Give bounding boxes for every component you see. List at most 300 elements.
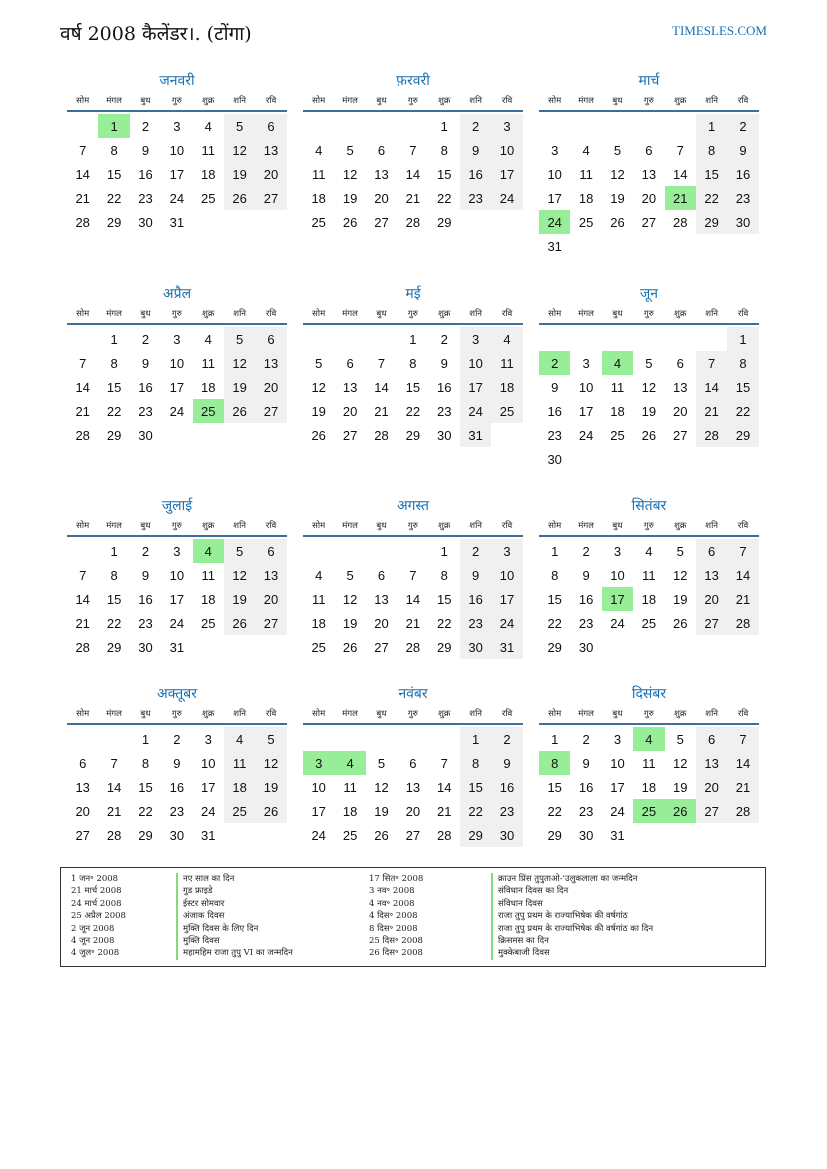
holiday-name: राजा तुपु प्रथम के राज्याभिषेक की वर्षगांठ — [491, 910, 653, 922]
day-cell: 27 — [696, 611, 727, 635]
day-cell: 31 — [201, 827, 216, 843]
day-cell: 27 — [255, 399, 286, 423]
weekday-label: मंगल — [106, 521, 122, 531]
weekday-label: मंगल — [106, 709, 122, 719]
day-cell: 3 — [173, 118, 181, 134]
day-cell: 26 — [610, 214, 625, 230]
day-grid — [67, 114, 287, 234]
day-cell: 4 — [491, 327, 522, 351]
day-cell: 8 — [696, 138, 727, 162]
day-cell: 3 — [460, 327, 491, 351]
day-cell: 1 — [696, 114, 727, 138]
weekday-label: सोम — [548, 309, 562, 319]
holiday-day: 25 — [193, 399, 224, 423]
weekday-label: बुध — [376, 309, 387, 319]
day-cell: 2 — [582, 731, 590, 747]
weekday-label: शनि — [469, 709, 482, 719]
day-cell: 26 — [224, 186, 255, 210]
weekday-label: बुध — [376, 96, 387, 106]
holiday-day: 4 — [602, 351, 633, 375]
weekday-label: शुक्र — [438, 96, 451, 106]
day-grid — [303, 327, 523, 447]
day-cell: 9 — [141, 355, 150, 371]
day-cell: 4 — [224, 727, 255, 751]
day-cell: 26 — [673, 615, 688, 631]
day-cell: 4 — [315, 142, 323, 158]
day-cell: 12 — [374, 779, 389, 795]
day-cell: 24 — [201, 803, 216, 819]
day-cell: 29 — [696, 210, 727, 234]
month-block — [67, 70, 287, 234]
weekday-label: सोम — [312, 709, 326, 719]
day-cell: 15 — [405, 379, 421, 395]
day-cell: 6 — [79, 755, 87, 771]
day-cell: 28 — [673, 214, 688, 230]
day-cell: 23 — [169, 803, 185, 819]
day-cell: 1 — [440, 543, 448, 559]
day-cell: 20 — [641, 190, 657, 206]
day-cell: 22 — [106, 615, 122, 631]
day-cell: 8 — [440, 142, 448, 158]
day-cell: 2 — [582, 543, 590, 559]
weekday-label: शनि — [233, 309, 246, 319]
holiday-day: 4 — [633, 727, 664, 751]
day-cell: 9 — [727, 138, 758, 162]
day-cell: 29 — [547, 827, 562, 843]
day-cell: 4 — [582, 142, 590, 158]
month-name: मई — [405, 286, 421, 302]
day-cell: 12 — [342, 166, 358, 182]
day-cell: 1 — [141, 731, 150, 747]
day-cell: 7 — [727, 727, 758, 751]
day-cell: 10 — [610, 567, 625, 583]
day-cell: 15 — [106, 379, 122, 395]
day-cell: 9 — [551, 379, 559, 395]
holiday-date: 4 जून 2008 — [71, 935, 115, 946]
holiday-name: राजा तुपु प्रथम के राज्याभिषेक की वर्षगांठ का दिन — [491, 923, 653, 935]
day-cell: 27 — [374, 214, 389, 230]
day-cell: 14 — [437, 779, 452, 795]
holiday-day: 4 — [193, 539, 224, 563]
day-cell: 22 — [437, 190, 452, 206]
day-cell: 9 — [491, 751, 522, 775]
day-cell: 9 — [460, 138, 491, 162]
weekday-label: शुक्र — [674, 309, 687, 319]
day-cell: 7 — [79, 142, 87, 158]
day-cell: 26 — [374, 827, 389, 843]
day-cell: 2 — [141, 331, 150, 347]
day-cell: 4 — [204, 331, 212, 347]
empty-cell — [633, 114, 664, 138]
day-cell: 3 — [173, 543, 181, 559]
holiday-date: 1 जन॰ 2008 — [71, 874, 119, 884]
weekday-label: बुध — [612, 709, 623, 719]
holiday-name: क्रिसमस का दिन — [491, 935, 653, 947]
weekday-label: रवि — [737, 309, 749, 319]
day-cell: 16 — [491, 775, 522, 799]
weekday-label: गुरु — [407, 709, 418, 719]
day-cell: 15 — [437, 166, 452, 182]
day-cell: 15 — [696, 162, 727, 186]
day-cell: 31 — [169, 214, 185, 230]
day-cell: 22 — [106, 190, 122, 206]
holiday-date: 4 दिस॰ 2008 — [369, 911, 418, 922]
day-cell: 17 — [311, 803, 326, 819]
day-cell: 31 — [491, 635, 522, 659]
day-cell: 25 — [201, 615, 216, 631]
day-cell: 14 — [374, 379, 389, 395]
day-cell: 26 — [311, 427, 326, 443]
empty-cell — [67, 327, 98, 351]
weekday-label: बुध — [612, 309, 623, 319]
empty-cell — [303, 114, 334, 138]
holiday-dates-right — [369, 873, 423, 960]
day-cell: 18 — [201, 591, 216, 607]
empty-cell — [397, 114, 428, 138]
day-cell: 26 — [342, 639, 358, 655]
weekday-label: सोम — [76, 521, 90, 531]
day-cell: 15 — [727, 375, 758, 399]
month-block — [303, 283, 523, 447]
empty-cell — [366, 114, 397, 138]
day-cell: 17 — [578, 403, 594, 419]
day-cell: 27 — [255, 611, 286, 635]
empty-cell — [539, 327, 570, 351]
weekday-label: शुक्र — [674, 521, 687, 531]
weekday-label: सोम — [312, 309, 326, 319]
weekday-label: बुध — [140, 96, 151, 106]
holiday-date: 4 जुल॰ 2008 — [71, 948, 120, 959]
day-cell: 18 — [641, 591, 657, 607]
day-cell: 6 — [346, 355, 354, 371]
weekday-label: बुध — [612, 96, 623, 106]
day-cell: 8 — [110, 355, 118, 371]
holiday-day: 4 — [334, 751, 365, 775]
day-cell: 20 — [374, 615, 389, 631]
day-cell: 31 — [460, 423, 491, 447]
weekday-header — [303, 92, 523, 112]
holiday-name: ईस्टर सोमवार — [176, 898, 293, 910]
day-cell: 10 — [491, 138, 522, 162]
day-cell: 19 — [342, 615, 358, 631]
day-cell: 7 — [696, 351, 727, 375]
day-cell: 18 — [491, 375, 522, 399]
day-cell: 17 — [460, 375, 491, 399]
day-cell: 5 — [346, 142, 354, 158]
day-cell: 4 — [645, 543, 653, 559]
month-block — [67, 495, 287, 659]
holiday-day: 2 — [539, 351, 570, 375]
day-cell: 24 — [491, 611, 522, 635]
day-grid — [67, 727, 287, 847]
holiday-name: मुक्ति दिवस — [176, 935, 293, 947]
weekday-label: रवि — [265, 309, 277, 319]
day-cell: 10 — [169, 567, 185, 583]
day-cell: 7 — [409, 567, 417, 583]
weekday-label: शुक्र — [202, 309, 215, 319]
day-cell: 28 — [106, 827, 122, 843]
day-cell: 24 — [491, 186, 522, 210]
weekday-label: रवि — [737, 96, 749, 106]
weekday-label: शनि — [233, 96, 246, 106]
site-link[interactable]: TIMESLES.COM — [672, 23, 767, 38]
weekday-label: सोम — [312, 521, 326, 531]
day-cell: 5 — [224, 327, 255, 351]
weekday-label: शनि — [705, 96, 718, 106]
day-cell: 13 — [342, 379, 358, 395]
day-cell: 22 — [547, 803, 562, 819]
day-cell: 12 — [224, 351, 255, 375]
weekday-label: बुध — [140, 309, 151, 319]
weekday-label: रवि — [737, 709, 749, 719]
day-cell: 22 — [437, 615, 452, 631]
weekday-header — [539, 92, 759, 112]
day-cell: 20 — [75, 803, 90, 819]
empty-cell — [67, 727, 98, 751]
day-cell: 30 — [578, 639, 594, 655]
day-cell: 23 — [460, 186, 491, 210]
day-grid — [539, 327, 759, 471]
weekday-label: गुरु — [643, 521, 654, 531]
weekday-label: सोम — [548, 709, 562, 719]
holiday-list — [60, 867, 766, 967]
day-cell: 29 — [460, 823, 491, 847]
day-cell: 24 — [311, 827, 326, 843]
weekday-label: शुक्र — [438, 709, 451, 719]
day-grid — [539, 727, 759, 847]
empty-cell — [334, 727, 365, 751]
weekday-label: रवि — [501, 309, 513, 319]
holiday-day: 26 — [665, 799, 696, 823]
day-cell: 5 — [676, 731, 684, 747]
day-cell: 30 — [727, 210, 758, 234]
day-cell: 14 — [75, 591, 90, 607]
day-cell: 10 — [578, 379, 594, 395]
day-cell: 28 — [437, 827, 452, 843]
weekday-label: शनि — [469, 309, 482, 319]
empty-cell — [665, 114, 696, 138]
day-cell: 25 — [311, 639, 326, 655]
day-cell: 5 — [676, 543, 684, 559]
day-cell: 13 — [374, 166, 389, 182]
day-cell: 9 — [141, 567, 150, 583]
day-cell: 8 — [141, 755, 150, 771]
holiday-name: मुक्ति दिवस के लिए दिन — [176, 923, 293, 935]
weekday-label: गुरु — [171, 96, 182, 106]
day-cell: 24 — [169, 403, 185, 419]
day-cell: 23 — [437, 403, 452, 419]
day-cell: 13 — [75, 779, 90, 795]
day-cell: 24 — [610, 615, 625, 631]
day-cell: 18 — [342, 803, 358, 819]
day-cell: 7 — [110, 755, 118, 771]
holiday-dates-left — [71, 873, 126, 960]
weekday-label: शनि — [469, 521, 482, 531]
day-cell: 21 — [696, 399, 727, 423]
weekday-header — [303, 517, 523, 537]
day-cell: 10 — [610, 755, 625, 771]
day-cell: 1 — [409, 331, 417, 347]
empty-cell — [696, 327, 727, 351]
day-cell: 18 — [311, 615, 326, 631]
day-cell: 5 — [224, 114, 255, 138]
day-cell: 30 — [460, 635, 491, 659]
weekday-label: गुरु — [171, 309, 182, 319]
day-cell: 3 — [204, 731, 212, 747]
day-cell: 25 — [491, 399, 522, 423]
day-cell: 25 — [311, 214, 326, 230]
day-cell: 24 — [578, 427, 594, 443]
day-cell: 16 — [138, 591, 153, 607]
day-cell: 13 — [374, 591, 389, 607]
weekday-label: बुध — [376, 521, 387, 531]
day-cell: 14 — [673, 166, 688, 182]
day-cell: 23 — [491, 799, 522, 823]
day-cell: 16 — [578, 591, 594, 607]
weekday-label: गुरु — [171, 709, 182, 719]
day-cell: 8 — [110, 142, 118, 158]
weekday-label: शुक्र — [438, 521, 451, 531]
day-cell: 30 — [547, 451, 562, 467]
holiday-date: 17 सित॰ 2008 — [369, 874, 424, 884]
weekday-label: शनि — [233, 521, 246, 531]
empty-cell — [366, 327, 397, 351]
day-cell: 24 — [460, 399, 491, 423]
day-cell: 26 — [641, 427, 657, 443]
day-cell: 12 — [610, 166, 625, 182]
day-cell: 30 — [169, 827, 185, 843]
weekday-label: शुक्र — [202, 709, 215, 719]
holiday-names-left — [176, 873, 293, 960]
weekday-header — [67, 305, 287, 325]
day-cell: 2 — [141, 543, 150, 559]
day-cell: 9 — [440, 355, 448, 371]
day-cell: 19 — [224, 587, 255, 611]
day-cell: 25 — [342, 827, 358, 843]
day-cell: 27 — [641, 214, 657, 230]
day-cell: 15 — [106, 166, 122, 182]
month-block — [67, 283, 287, 447]
day-cell: 4 — [204, 118, 212, 134]
day-cell: 20 — [696, 587, 727, 611]
day-cell: 16 — [138, 379, 153, 395]
day-cell: 6 — [676, 355, 684, 371]
day-cell: 19 — [641, 403, 657, 419]
holiday-day: 3 — [303, 751, 334, 775]
day-cell: 30 — [138, 639, 153, 655]
month-block — [539, 70, 759, 258]
day-cell: 9 — [460, 563, 491, 587]
day-cell: 19 — [342, 190, 358, 206]
day-cell: 12 — [311, 379, 326, 395]
day-cell: 10 — [311, 779, 326, 795]
day-cell: 18 — [201, 379, 216, 395]
holiday-day: 17 — [602, 587, 633, 611]
day-cell: 22 — [106, 403, 122, 419]
day-cell: 22 — [696, 186, 727, 210]
month-name: फ़रवरी — [396, 73, 430, 89]
day-cell: 26 — [342, 214, 358, 230]
weekday-label: सोम — [76, 96, 90, 106]
day-cell: 24 — [169, 615, 185, 631]
day-cell: 17 — [491, 587, 522, 611]
weekday-header — [303, 705, 523, 725]
day-cell: 17 — [201, 779, 216, 795]
day-cell: 21 — [405, 190, 421, 206]
day-cell: 11 — [311, 166, 326, 182]
day-cell: 28 — [75, 214, 90, 230]
empty-cell — [334, 327, 365, 351]
day-cell: 16 — [138, 166, 153, 182]
empty-cell — [67, 539, 98, 563]
empty-cell — [539, 114, 570, 138]
day-grid — [67, 539, 287, 659]
day-cell: 20 — [673, 403, 688, 419]
weekday-label: मंगल — [106, 96, 122, 106]
day-cell: 11 — [343, 779, 357, 795]
month-name: मार्च — [638, 73, 660, 89]
holiday-day: 1 — [98, 114, 129, 138]
day-cell: 20 — [255, 587, 286, 611]
day-cell: 3 — [582, 355, 590, 371]
day-cell: 29 — [547, 639, 562, 655]
day-cell: 29 — [727, 423, 758, 447]
weekday-label: बुध — [376, 709, 387, 719]
weekday-header — [539, 517, 759, 537]
day-cell: 13 — [255, 563, 286, 587]
weekday-label: रवि — [501, 521, 513, 531]
month-name: जनवरी — [159, 73, 195, 89]
day-cell: 16 — [460, 587, 491, 611]
day-cell: 21 — [106, 803, 122, 819]
weekday-label: गुरु — [407, 96, 418, 106]
weekday-label: मंगल — [106, 309, 122, 319]
day-cell: 29 — [437, 639, 452, 655]
day-cell: 23 — [727, 186, 758, 210]
weekday-label: मंगल — [578, 521, 594, 531]
weekday-label: गुरु — [171, 521, 182, 531]
day-cell: 25 — [610, 427, 625, 443]
day-cell: 28 — [75, 639, 90, 655]
day-cell: 31 — [169, 639, 185, 655]
day-cell: 13 — [255, 138, 286, 162]
day-cell: 7 — [676, 142, 684, 158]
holiday-date: 24 मार्च 2008 — [71, 898, 122, 909]
day-cell: 28 — [405, 214, 421, 230]
day-cell: 30 — [578, 827, 594, 843]
month-block — [67, 683, 287, 847]
day-cell: 31 — [610, 827, 625, 843]
month-name: जून — [639, 286, 659, 302]
day-cell: 24 — [169, 190, 185, 206]
day-cell: 28 — [75, 427, 90, 443]
weekday-label: रवि — [501, 96, 513, 106]
day-cell: 24 — [610, 803, 625, 819]
day-cell: 19 — [224, 375, 255, 399]
day-cell: 21 — [75, 190, 90, 206]
day-cell: 7 — [79, 355, 87, 371]
day-cell: 28 — [374, 427, 389, 443]
day-cell: 15 — [547, 779, 562, 795]
day-cell: 20 — [255, 375, 286, 399]
weekday-label: गुरु — [407, 521, 418, 531]
day-cell: 29 — [437, 214, 452, 230]
day-cell: 14 — [727, 563, 758, 587]
weekday-label: मंगल — [578, 709, 594, 719]
empty-cell — [366, 539, 397, 563]
day-cell: 27 — [255, 186, 286, 210]
day-cell: 8 — [409, 355, 417, 371]
